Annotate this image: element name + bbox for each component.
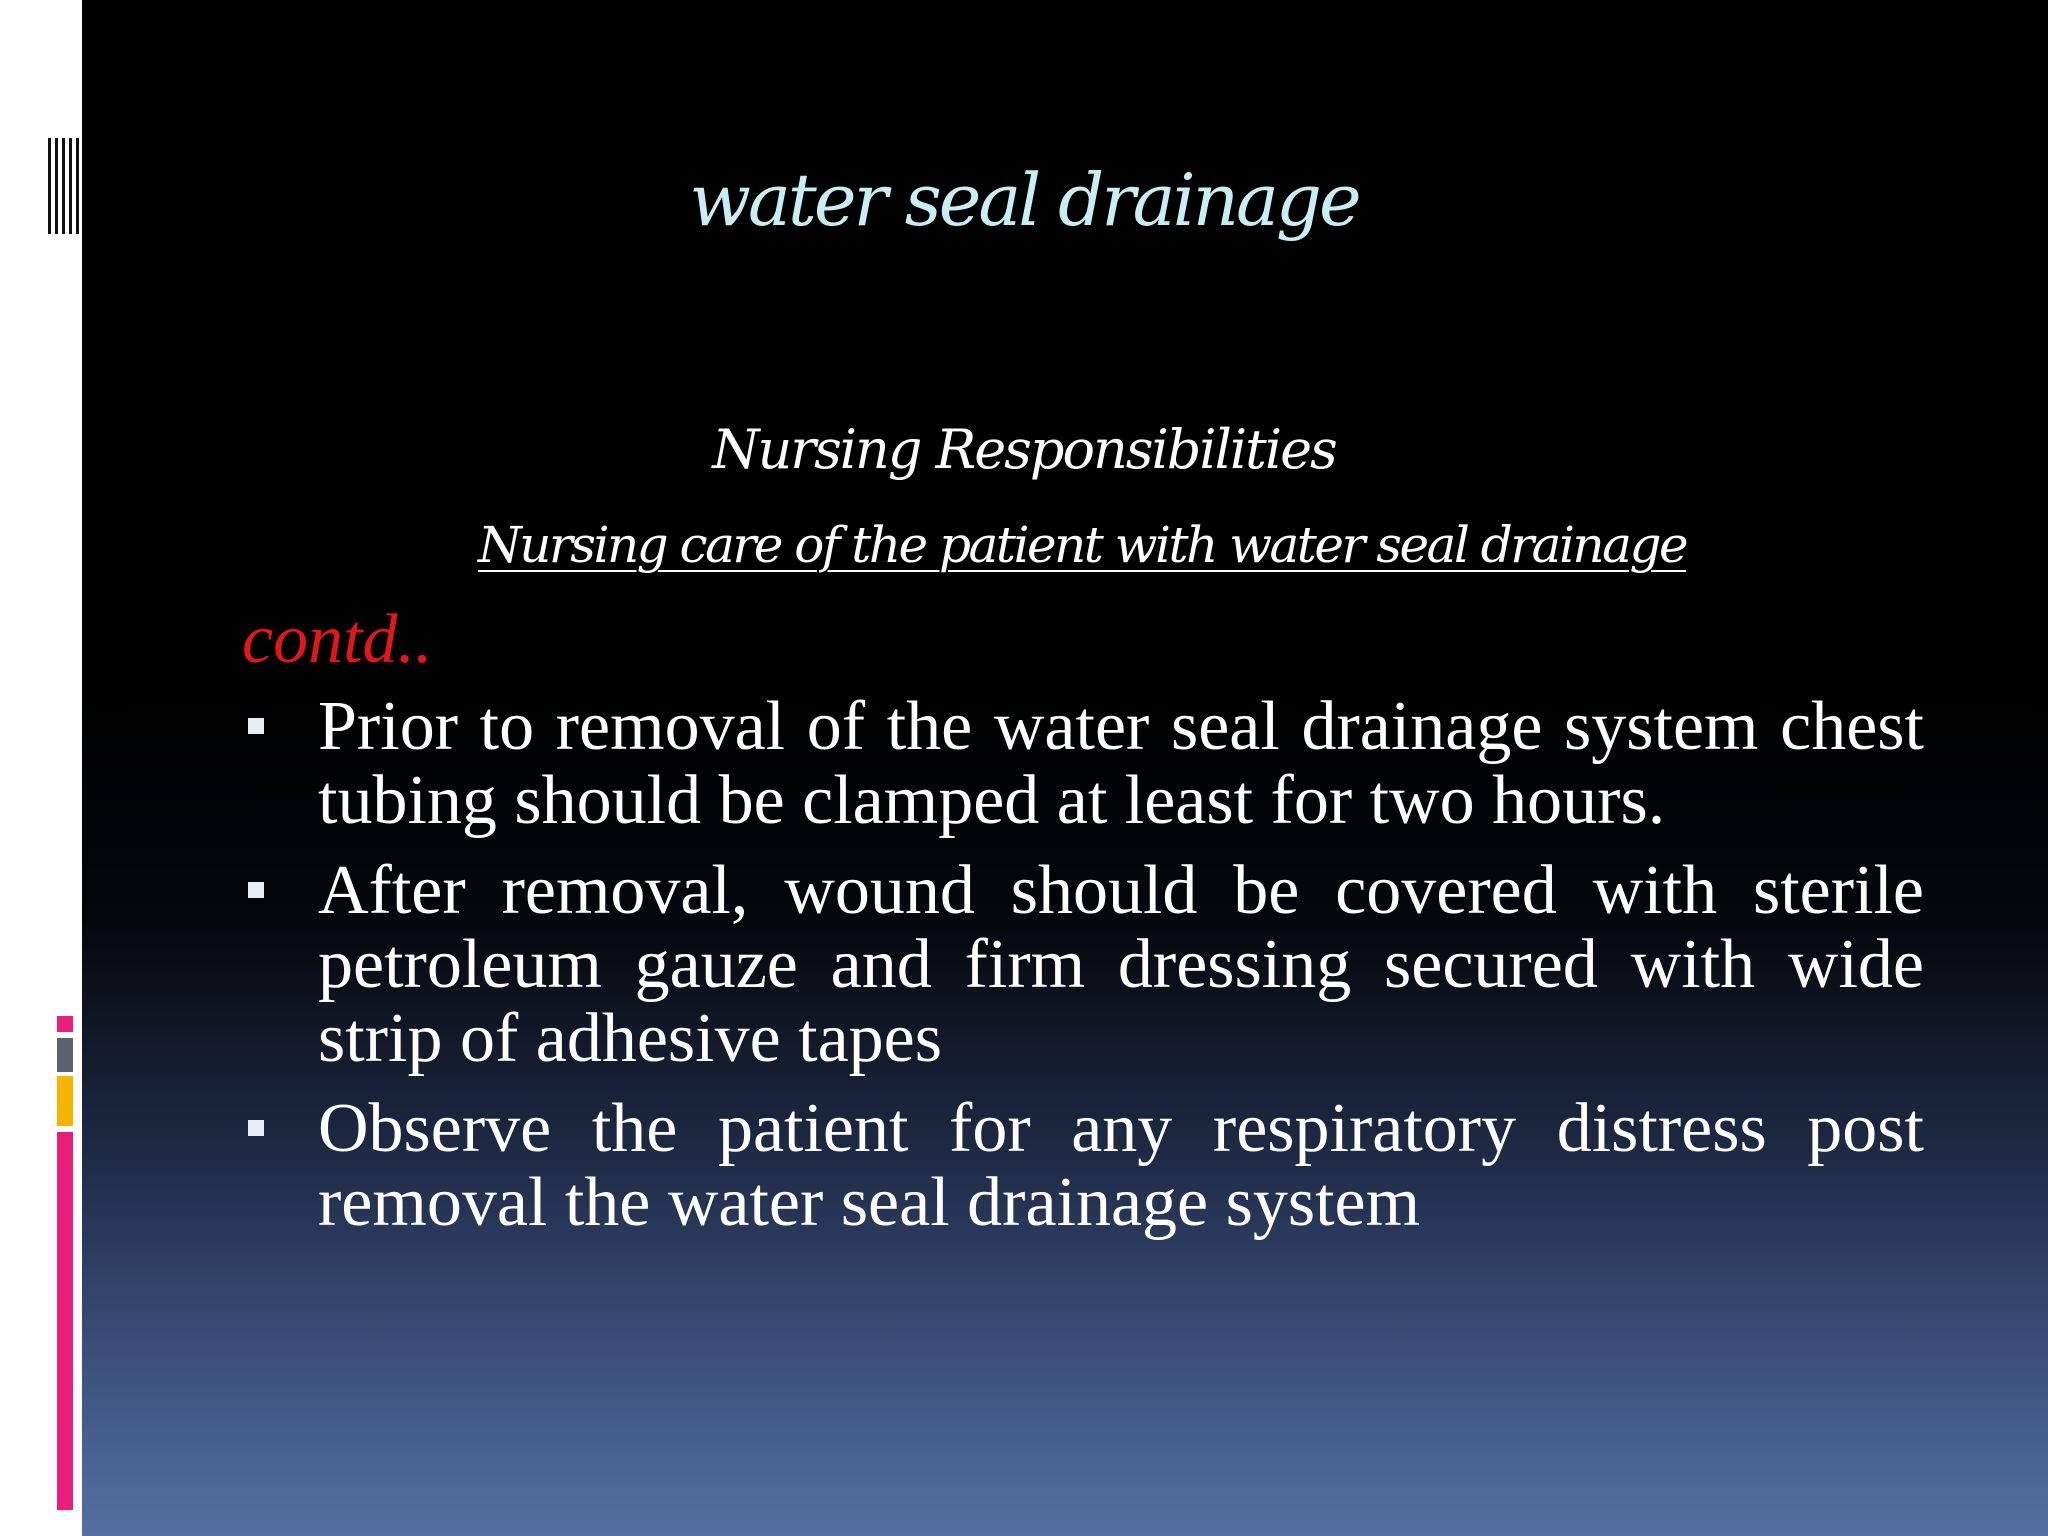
orange-accent-bar <box>57 1076 73 1126</box>
bullet-item <box>242 854 1924 1076</box>
bullet-text: After removal, wound should be covered with sterile petroleum gauze and firm dressing secured with wide strip of adhesive tapes <box>318 852 1924 1077</box>
bullet-item <box>242 1092 1924 1240</box>
slide-subtitle: Nursing Responsibilities <box>712 418 1336 481</box>
square-bullet-icon <box>248 882 264 898</box>
subheading-text: Nursing care of the patient with water seal drainage <box>477 516 1687 574</box>
pink-accent-bar <box>57 1132 73 1510</box>
contd-label: contd.. <box>242 601 433 678</box>
gray-accent-bar <box>57 1038 73 1072</box>
bullet-text: Prior to removal of the water seal drainage system chest tubing should be clamped at least for two hours. <box>318 688 1924 839</box>
bullet-item <box>242 690 1924 838</box>
slide-title: water seal drainage <box>689 158 1359 242</box>
bullet-list <box>242 690 1924 1256</box>
pink-accent-bar-top <box>57 1016 73 1032</box>
slide-subheading <box>0 516 2048 574</box>
square-bullet-icon <box>248 1120 264 1136</box>
bullet-text: Observe the patient for any respiratory distress post removal the water seal drainage system <box>318 1090 1924 1241</box>
square-bullet-icon <box>248 718 264 734</box>
